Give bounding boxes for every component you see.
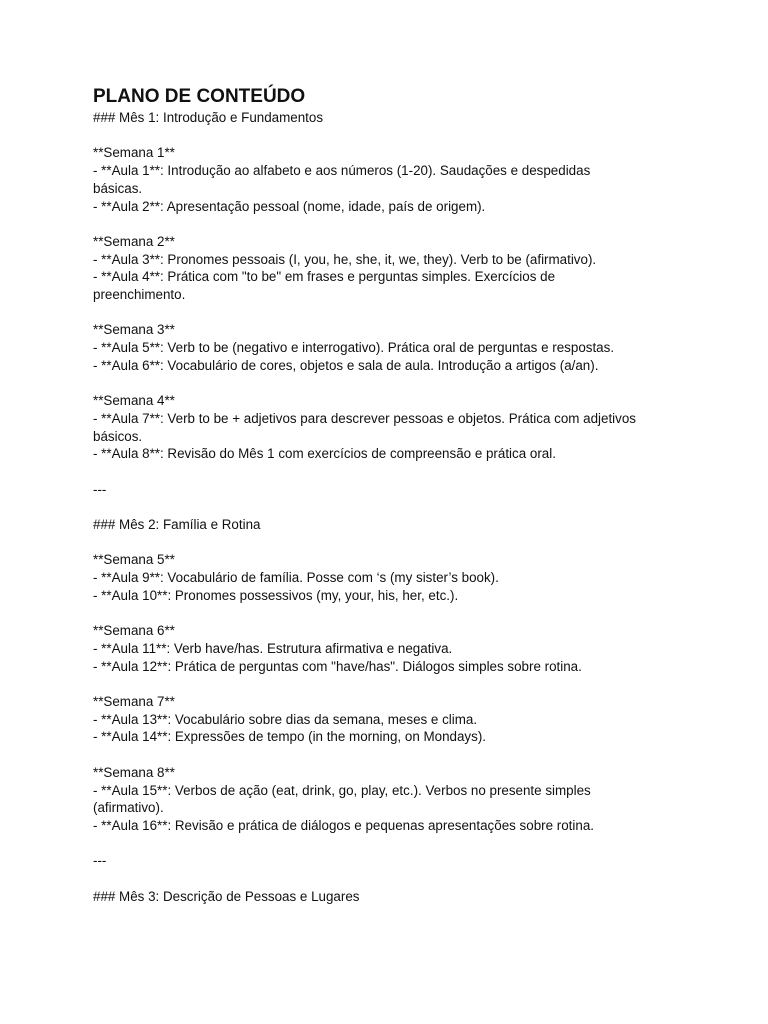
text-line: (afirmativo). xyxy=(93,800,164,816)
text-line: **Semana 4** xyxy=(93,393,175,409)
text-line: **Semana 2** xyxy=(93,233,175,249)
text-line: básicos. xyxy=(93,428,143,444)
blank-line xyxy=(93,835,693,853)
text-line: - **Aula 7**: Verb to be + adjetivos para descrever pessoas e objetos. Prática com adjetivos xyxy=(93,410,636,426)
text-line: - **Aula 15**: Verbos de ação (eat, drink, go, play, etc.). Verbos no presente simples xyxy=(93,782,591,798)
text-line: - **Aula 9**: Vocabulário de família. Posse com ‘s (my sister’s book). xyxy=(93,570,499,586)
document-title: PLANO DE CONTEÚDO xyxy=(93,86,306,107)
blank-line xyxy=(93,675,693,693)
text-line: - **Aula 4**: Prática com "to be" em frases e perguntas simples. Exercícios de xyxy=(93,269,556,285)
text-line: - **Aula 16**: Revisão e prática de diálogos e pequenas apresentações sobre rotina. xyxy=(93,817,594,833)
text-line: preenchimento. xyxy=(93,287,186,302)
text-line: - **Aula 6**: Vocabulário de cores, objetos e sala de aula. Introdução a artigos (a/an). xyxy=(93,357,599,373)
text-line: **Semana 8** xyxy=(93,764,175,780)
text-line: - **Aula 2**: Apresentação pessoal (nome, idade, país de origem). xyxy=(93,198,486,214)
blank-line xyxy=(93,127,693,145)
text-line: --- xyxy=(93,481,107,497)
blank-line xyxy=(93,304,693,322)
text-line: **Semana 3** xyxy=(93,322,175,338)
text-line: - **Aula 14**: Expressões de tempo (in the morning, on Mondays). xyxy=(93,729,486,745)
blank-line xyxy=(93,534,693,552)
blank-line xyxy=(93,746,693,764)
text-line: - **Aula 12**: Prática de perguntas com "have/has". Diálogos simples sobre rotina. xyxy=(93,658,582,674)
text-line: - **Aula 5**: Verb to be (negativo e interrogativo). Prática oral de perguntas e respostas. xyxy=(93,340,615,356)
text-line: **Semana 1** xyxy=(93,145,175,161)
blank-line xyxy=(93,498,693,516)
blank-line xyxy=(93,375,693,393)
text-line: ### Mês 3: Descrição de Pessoas e Lugares xyxy=(93,888,360,904)
text-line: **Semana 7** xyxy=(93,694,175,710)
text-line: básicas. xyxy=(93,180,143,196)
blank-line xyxy=(93,215,693,233)
text-line: **Semana 6** xyxy=(93,623,175,639)
text-line: - **Aula 3**: Pronomes pessoais (I, you, he, she, it, we, they). Verb to be (afirmativo). xyxy=(93,251,597,267)
text-line: - **Aula 13**: Vocabulário sobre dias da semana, meses e clima. xyxy=(93,711,478,727)
text-line: ### Mês 2: Família e Rotina xyxy=(93,517,261,533)
text-line: ### Mês 1: Introdução e Fundamentos xyxy=(93,110,324,125)
document-body xyxy=(93,109,693,905)
text-line: - **Aula 8**: Revisão do Mês 1 com exercícios de compreensão e prática oral. xyxy=(93,446,556,462)
blank-line xyxy=(93,870,693,888)
blank-line xyxy=(93,463,693,481)
text-line: - **Aula 11**: Verb have/has. Estrutura afirmativa e negativa. xyxy=(93,640,453,656)
text-line: - **Aula 1**: Introdução ao alfabeto e aos números (1-20). Saudações e despedidas xyxy=(93,163,591,179)
text-line: --- xyxy=(93,853,107,869)
blank-line xyxy=(93,605,693,623)
document-page xyxy=(93,86,693,905)
text-line: - **Aula 10**: Pronomes possessivos (my, your, his, her, etc.). xyxy=(93,587,459,603)
text-line: **Semana 5** xyxy=(93,552,175,568)
